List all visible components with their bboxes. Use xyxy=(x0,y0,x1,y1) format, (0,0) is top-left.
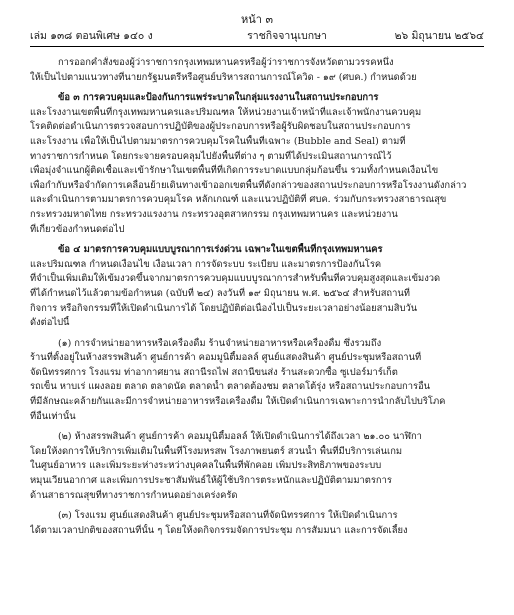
item-line: ด้านสาธารณสุขที่ทางราชการกำหนดอย่างเคร่งครัด xyxy=(30,489,238,501)
paragraph-line: ที่เกี่ยวข้องกำหนดต่อไป xyxy=(30,223,125,235)
gazette-title: ราชกิจจานุเบกษา xyxy=(247,30,327,42)
item-line: จัดนิทรรศการ โรงแรม ท่าอากาศยาน สถานีรถไฟ สถานีขนส่ง ร้านสะดวกซื้อ ซูเปอร์มาร์เก็ต xyxy=(30,366,398,378)
paragraph-line: ดังต่อไปนี้ xyxy=(30,317,70,329)
paragraph-line: เพื่อกำกับหรือจำกัดการเคลื่อนย้ายเดินทางเข้าออกเขตพื้นที่ดังกล่าวของสถานประกอบการหรือโรงงานดังกล่าว xyxy=(30,179,467,191)
paragraph-line: ที่ได้กำหนดไว้แล้วตามข้อกำหนด (ฉบับที่ ๒๔) ลงวันที่ ๑๙ มิถุนายน พ.ศ. ๒๕๖๔ สำหรับสถานที่ xyxy=(30,287,410,299)
paragraph-line: ทางราชการกำหนด โดยกระจายครอบคลุมไปยังพื้นที่ต่าง ๆ ตามที่ได้ประเมินสถานการณ์ไว้ xyxy=(30,150,392,162)
header-rule xyxy=(30,46,484,47)
item-line: (๑) การจำหน่ายอาหารหรือเครื่องดื่ม ร้านจำหน่ายอาหารหรือเครื่องดื่ม ซึ่งรวมถึง xyxy=(58,337,382,349)
paragraph-line: ที่จำเป็นเพิ่มเติมให้เข้มงวดขึ้นจากมาตรการควบคุมแบบบูรณาการสำหรับพื้นที่ควบคุมสูงสุดและเข้มงวด xyxy=(30,273,441,285)
publish-date: ๒๖ มิถุนายน ๒๕๖๔ xyxy=(394,30,484,42)
paragraph-line: และปริมณฑล กำหนดเงื่อนไข เงื่อนเวลา การจัดระบบ ระเบียบ และมาตรการป้องกันโรค xyxy=(30,258,382,270)
item-line: ร้านที่ตั้งอยู่ในห้างสรรพสินค้า ศูนย์การค้า คอมมูนิตี้มอลล์ ศูนย์แสดงสินค้า ศูนย์ประชุมหรือสถานที่ xyxy=(30,352,422,364)
item-line: ในศูนย์อาหาร และเพิ่มระยะห่างระหว่างบุคคลในพื้นที่พักคอย เพิ่มประสิทธิภาพของระบบ xyxy=(30,460,382,472)
paragraph-line: และโรงงาน เพื่อให้เป็นไปตามมาตรการควบคุมโรคในพื้นที่เฉพาะ (Bubble and Seal) ตามที่ xyxy=(30,135,406,147)
clause-heading: ข้อ ๔ มาตรการควบคุมแบบบูรณาการเร่งด่วน เฉพาะในเขตพื้นที่กรุงเทพมหานคร xyxy=(58,244,383,256)
item-line: (๒) ห้างสรรพสินค้า ศูนย์การค้า คอมมูนิตี้มอลล์ ให้เปิดดำเนินการได้ถึงเวลา ๒๑.๐๐ นาฬิกา xyxy=(58,431,422,443)
item-line: ที่อื่นเท่านั้น xyxy=(30,410,76,422)
page-number: หน้า ๓ xyxy=(241,13,273,26)
gazette-header xyxy=(30,26,484,44)
item-line: โดยให้งดการให้บริการเพิ่มเติมในพื้นที่โรงมหรสพ โรงภาพยนตร์ สวนน้ำ พื้นที่มีบริการเล่นเกม xyxy=(30,445,403,457)
item-line: ที่มีลักษณะคล้ายกันและมีการจำหน่ายอาหารหรือเครื่องดื่ม ให้เปิดดำเนินการเฉพาะการนำกลับไปบริโภค xyxy=(30,396,446,408)
paragraph-line: กิจการ หรือกิจกรรมที่ให้เปิดดำเนินการได้ โดยปฏิบัติต่อเนื่องไปเป็นระยะเวลาอย่างน้อยสามสิบวัน xyxy=(30,302,418,314)
item-line: (๓) โรงแรม ศูนย์แสดงสินค้า ศูนย์ประชุมหรือสถานที่จัดนิทรรศการ ให้เปิดดำเนินการ xyxy=(58,510,398,522)
volume-info: เล่ม ๑๓๘ ตอนพิเศษ ๑๔๐ ง xyxy=(30,30,153,42)
paragraph-line: โรคติดต่อดำเนินการตรวจสอบการปฏิบัติของผู้ประกอบการหรือผู้รับผิดชอบในสถานประกอบการ xyxy=(30,121,411,133)
paragraph-line: และดำเนินการตามมาตรการควบคุมโรค หลักเกณฑ์ และแนวปฏิบัติที่ ศบค. ร่วมกับกระทรวงสาธารณสุข xyxy=(30,194,447,206)
paragraph-line: การออกคำสั่งของผู้ว่าราชการกรุงเทพมหานครหรือผู้ว่าราชการจังหวัดตามวรรคหนึ่ง xyxy=(58,57,394,68)
clause-heading: ข้อ ๓ การควบคุมและป้องกันการแพร่ระบาดในกลุ่มแรงงานในสถานประกอบการ xyxy=(58,92,379,104)
item-line: รถเข็น หาบเร่ แผงลอย ตลาด ตลาดนัด ตลาดน้ำ ตลาดต้องชม ตลาดโต้รุ่ง หรือสถานประกอบการอื่น xyxy=(30,381,431,393)
item-line: ได้ตามเวลาปกติของสถานที่นั้น ๆ โดยให้งดกิจกรรมจัดการประชุม การสัมมนา และการจัดเลี้ยง xyxy=(30,524,408,536)
item-line: หมุนเวียนอากาศ และเพิ่มการประชาสัมพันธ์ให้ผู้ใช้บริการตระหนักและปฏิบัติตามมาตรการ xyxy=(30,475,392,487)
paragraph-line: เพื่อมุ่งจำแนกผู้ติดเชื้อและเข้ารักษาในเขตพื้นที่ที่เกิดการระบาดแบบกลุ่มก้อนขึ้น รวมทั้งกำหนดเงื่อนไข xyxy=(30,165,439,177)
paragraph-line: ให้เป็นไปตามแนวทางที่นายกรัฐมนตรีหรือศูนย์บริหารสถานการณ์โควิด - ๑๙ (ศบค.) กำหนดด้วย xyxy=(30,71,417,83)
paragraph-line: และโรงงานเขตพื้นที่กรุงเทพมหานครและปริมณฑล ให้หน่วยงานเจ้าหน้าที่และเจ้าพนักงานควบคุม xyxy=(30,106,422,118)
document-body xyxy=(30,56,484,538)
paragraph-line: กระทรวงมหาดไทย กระทรวงแรงงาน กระทรวงอุตสาหกรรม กรุงเทพมหานคร และหน่วยงาน xyxy=(30,208,398,220)
